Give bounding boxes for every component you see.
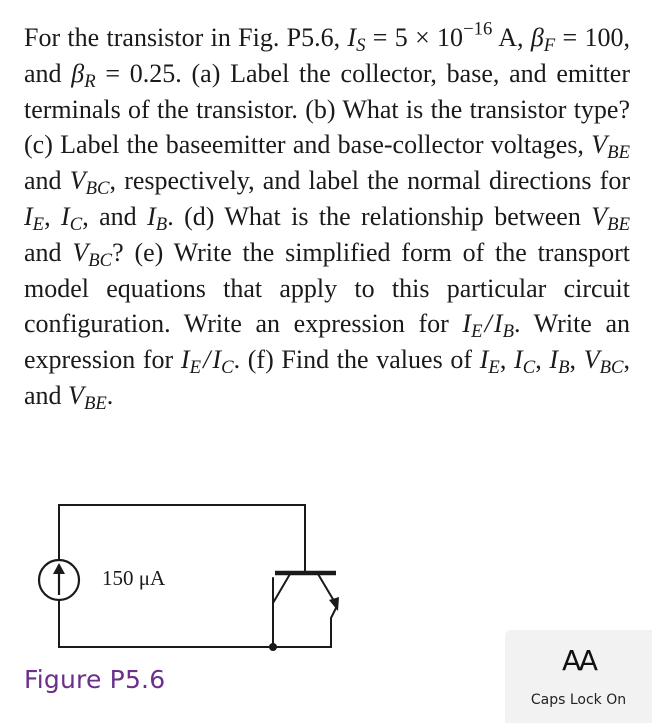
symbol-beta-f: β — [530, 23, 544, 52]
figure-caption: Figure P5.6 — [24, 665, 166, 694]
subscript-bc: BC — [85, 178, 110, 200]
subscript-bc: BC — [599, 357, 624, 379]
problem-text: . (f) Find the values of — [233, 345, 480, 375]
symbol-vbe: V — [68, 380, 84, 410]
subscript-e: E — [32, 214, 45, 236]
subscript-b: B — [155, 214, 168, 236]
subscript-e: E — [488, 357, 500, 379]
problem-text: , and — [24, 345, 631, 410]
problem-text: A, — [492, 23, 531, 52]
symbol-is: I — [347, 23, 357, 52]
transistor-lead-left — [273, 574, 290, 603]
symbol-ib: I — [549, 345, 559, 375]
symbol-vbc: V — [72, 237, 89, 267]
junction-dot — [269, 643, 277, 651]
subscript-b: B — [558, 357, 570, 379]
transistor — [273, 573, 339, 618]
problem-text: , — [44, 201, 62, 231]
problem-text: , — [499, 345, 515, 375]
problem-text: , — [535, 345, 550, 375]
problem-text: = 100, and — [24, 23, 631, 88]
symbol-ib: I — [493, 309, 503, 339]
problem-statement — [24, 20, 630, 414]
symbol-ie: I — [24, 201, 33, 231]
slash: / — [484, 309, 492, 339]
problem-text: . — [106, 380, 114, 410]
slash: / — [203, 345, 211, 375]
exponent: −16 — [463, 18, 493, 40]
wire-bottom — [59, 601, 331, 647]
circuit-diagram — [0, 490, 400, 660]
problem-text: , — [569, 345, 584, 375]
problem-text: = 5 × 10 — [365, 23, 464, 52]
problem-text: ? (e) Write the simplified form of the transport model equations that apply to this particular circuit configuration. Write an expression for — [24, 237, 631, 339]
caps-lock-indicator — [505, 630, 652, 723]
subscript-e: E — [471, 321, 483, 343]
symbol-ie: I — [462, 309, 472, 339]
problem-text: For the transistor in Fig. P5.6, — [24, 23, 348, 52]
problem-text: , and — [82, 201, 148, 231]
symbol-vbc: V — [583, 345, 600, 375]
subscript-c: C — [221, 357, 234, 379]
symbol-ic: I — [61, 201, 70, 231]
problem-text: and — [24, 237, 73, 267]
problem-text: . (d) What is the relationship between — [167, 201, 592, 231]
problem-text: = 0.25. (a) Label the collector, base, and emitter terminals of the transistor. (b) What is the transistor type? (c) Label the baseemitter and base-collector voltages, — [24, 58, 631, 160]
subscript-be: BE — [607, 214, 630, 236]
symbol-ie: I — [180, 345, 190, 375]
problem-text: , respectively, and label the normal directions for — [109, 166, 630, 196]
subscript-c: C — [69, 214, 83, 236]
symbol-ic: I — [212, 345, 222, 375]
subscript-r: R — [84, 71, 96, 93]
symbol-vbc: V — [69, 166, 86, 196]
subscript-f: F — [543, 35, 556, 57]
symbol-vbe: V — [591, 130, 608, 160]
wire-top — [59, 505, 305, 572]
emitter-arrow-icon — [329, 597, 339, 611]
source-value-label: 150 μA — [102, 566, 166, 590]
problem-text: . Write an expression for — [24, 309, 630, 375]
subscript-b: B — [502, 321, 515, 343]
subscript-c: C — [522, 357, 536, 379]
symbol-ib: I — [147, 201, 156, 231]
subscript-be: BE — [607, 142, 630, 164]
caps-lock-label: Caps Lock On — [530, 692, 627, 708]
symbol-ie: I — [479, 345, 489, 375]
symbol-ic: I — [514, 345, 523, 375]
subscript-be: BE — [83, 393, 107, 415]
caps-lock-icon: AA — [561, 644, 596, 677]
problem-text: and — [24, 166, 70, 196]
symbol-vbe: V — [591, 201, 608, 231]
subscript-s: S — [356, 35, 366, 57]
symbol-beta-r: β — [71, 58, 85, 88]
subscript-e: E — [189, 357, 202, 379]
current-source — [39, 560, 79, 600]
subscript-bc: BC — [88, 250, 113, 272]
